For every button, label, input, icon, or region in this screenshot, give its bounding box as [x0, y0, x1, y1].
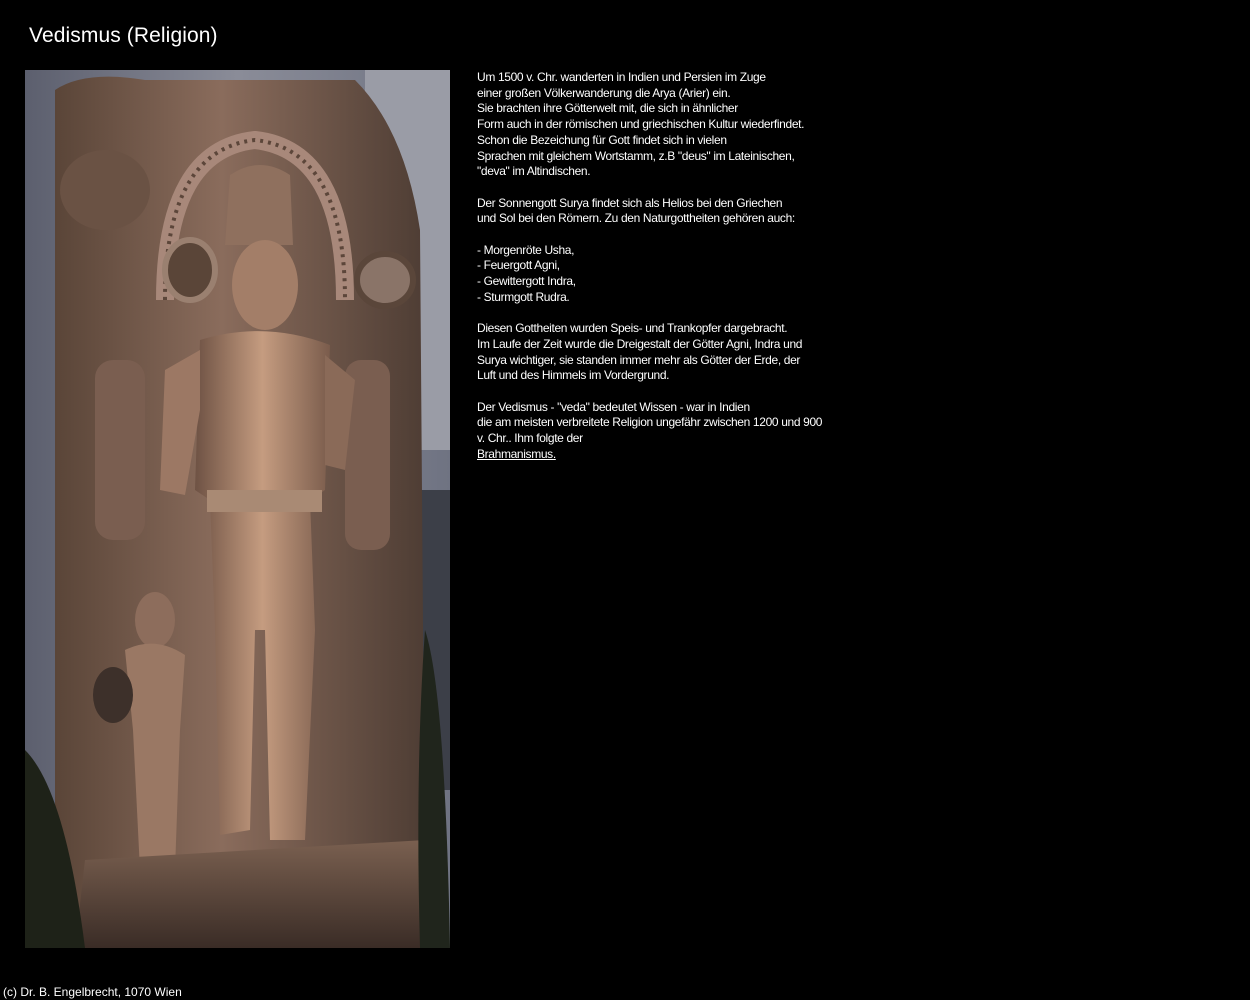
page-title: Vedismus (Religion) — [29, 24, 218, 47]
offerings-paragraph — [477, 321, 877, 384]
text-line: Surya wichtiger, sie standen immer mehr als Götter der Erde, der — [477, 352, 801, 367]
deity-list-item: - Feuergott Agni, — [477, 258, 560, 273]
deity-list-item: - Sturmgott Rudra. — [477, 289, 570, 304]
text-line: die am meisten verbreitete Religion ungefähr zwischen 1200 und 900 — [477, 415, 823, 430]
brahmanismus-link[interactable]: Brahmanismus. — [477, 446, 556, 461]
statue-photo — [25, 70, 450, 948]
sun-god-paragraph — [477, 196, 877, 227]
text-line: Im Laufe der Zeit wurde die Dreigestalt der Götter Agni, Indra und — [477, 336, 803, 351]
text-line: Um 1500 v. Chr. wanderten in Indien und Persien im Zuge — [477, 70, 766, 84]
text-line: und Sol bei den Römern. Zu den Naturgottheiten gehören auch: — [477, 211, 795, 226]
deity-list-item: - Gewittergott Indra, — [477, 274, 576, 289]
text-line: "deva" im Altindischen. — [477, 164, 591, 179]
text-line: Luft und des Himmels im Vordergrund. — [477, 368, 670, 383]
text-line: Schon die Bezeichung für Gott findet sich in vielen — [477, 132, 727, 147]
text-line: Der Vedismus - "veda" bedeutet Wissen - war in Indien — [477, 399, 750, 414]
text-line: Sie brachten ihre Götterwelt mit, die sich in ähnlicher — [477, 101, 738, 116]
text-line: v. Chr.. Ihm folgte der — [477, 431, 583, 446]
text-line: Diesen Gottheiten wurden Speis- und Trankopfer dargebracht. — [477, 321, 788, 336]
text-line: Der Sonnengott Surya findet sich als Helios bei den Griechen — [477, 195, 783, 210]
vedismus-paragraph — [477, 400, 877, 463]
text-line: Form auch in der römischen und griechischen Kultur wiederfindet. — [477, 117, 805, 132]
intro-paragraph — [477, 70, 877, 180]
deity-list — [477, 243, 877, 306]
deity-list-item: - Morgenröte Usha, — [477, 242, 575, 257]
copyright-footer: (c) Dr. B. Engelbrecht, 1070 Wien — [3, 985, 182, 999]
text-line: einer großen Völkerwanderung die Arya (Arier) ein. — [477, 85, 731, 100]
article-text — [477, 70, 877, 478]
text-line: Sprachen mit gleichem Wortstamm, z.B "deus" im Lateinischen, — [477, 148, 795, 163]
